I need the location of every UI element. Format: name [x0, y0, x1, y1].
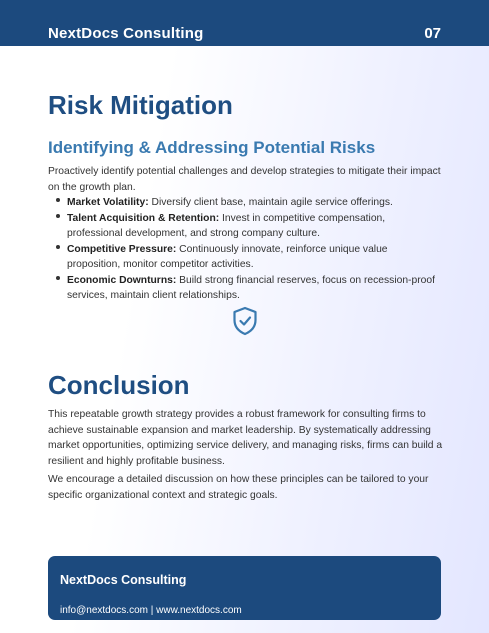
shield-check-icon [232, 306, 258, 336]
footer-contact: info@nextdocs.com | www.nextdocs.com [60, 605, 242, 616]
risk-intro: Proactively identify potential challenges and develop strategies to mitigate their impact on the growth plan. [48, 166, 441, 193]
footer-card [48, 556, 441, 620]
footer-brand: NextDocs Consulting [60, 573, 187, 587]
risk-subtitle: Identifying & Addressing Potential Risks [48, 138, 376, 157]
header-brand: NextDocs Consulting [48, 25, 204, 42]
risk-text: Build strong financial reserves, focus on recession-proof services, maintain client relationships. [67, 274, 435, 301]
page-header [0, 0, 489, 46]
risk-mitigation-title: Risk Mitigation [48, 90, 233, 120]
list-item [56, 242, 436, 273]
list-item [56, 195, 436, 211]
risk-label: Market Volatility: [67, 197, 149, 208]
page-number: 07 [424, 25, 441, 42]
risk-text: Continuously innovate, reinforce unique value proposition, monitor competitor activities. [67, 243, 388, 270]
list-item [56, 273, 436, 304]
conclusion-paragraph-1: This repeatable growth strategy provides a robust framework for consulting firms to achieve sustainable expansion and market leadership. By systematically addressing market opportunities, optimizing service delivery, and managing risks, firms can build a resilient and highly profitable business. [48, 409, 443, 467]
risk-label: Talent Acquisition & Retention: [67, 212, 220, 224]
risk-text: Invest in competitive compensation, professional development, and strong company culture. [67, 212, 386, 239]
list-item [56, 211, 436, 242]
conclusion-paragraph-2: We encourage a detailed discussion on how these principles can be tailored to your specific organizational context and strategic goals. [48, 474, 429, 501]
risk-label: Competitive Pressure: [67, 243, 177, 255]
risk-label: Economic Downturns: [67, 274, 177, 286]
risk-text: Diversify client base, maintain agile service offerings. [148, 197, 393, 208]
conclusion-title: Conclusion [48, 370, 190, 400]
risk-list [56, 195, 436, 304]
